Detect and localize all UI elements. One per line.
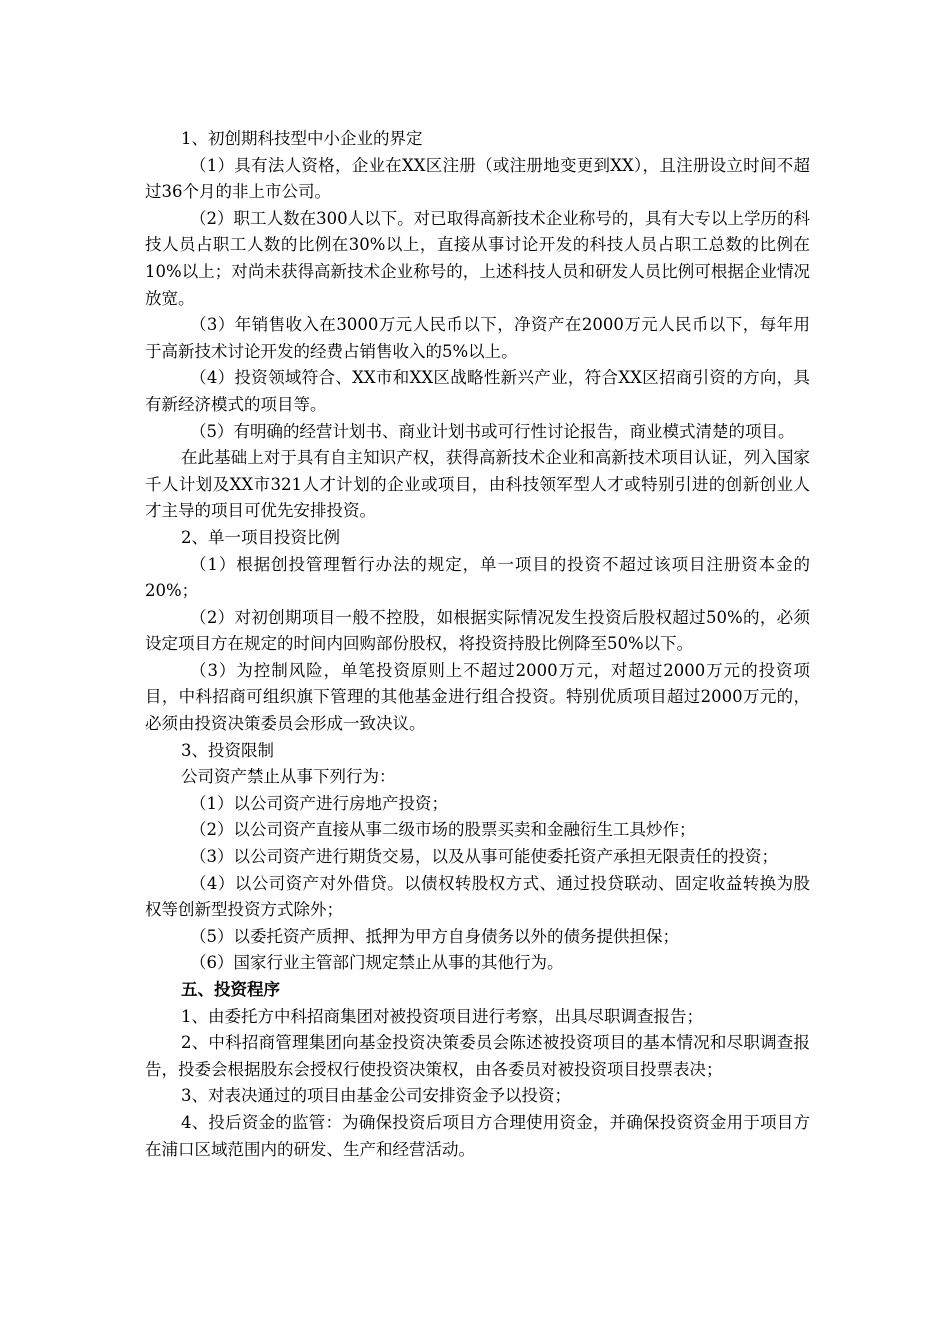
restriction-item-6: （6）国家行业主管部门规定禁止从事的其他行为。: [190, 953, 564, 973]
criterion-5: （5）有明确的经营计划书、商业计划书或可行性讨论报告，商业模式清楚的项目。: [190, 421, 795, 441]
ratio-item-2: （2）对初创期项目一般不控股，如根据实际情况发生投资后股权超过50%的，必须设定项目方在规定的时间内回购部份股权，将投资持股比例降至50%以下。: [145, 607, 810, 654]
priority-paragraph: 在此基础上对于具有自主知识产权，获得高新技术企业和高新技术项目认证，列入国家千人计划及XX市321人才计划的企业或项目，由科技领军型人才或特别引进的创新创业人才主导的项目可优先安排投资。: [145, 448, 810, 521]
criterion-4: （4）投资领域符合、XX市和XX区战略性新兴产业，符合XX区招商引资的方向，具有新经济模式的项目等。: [145, 368, 810, 414]
procedure-step-2: 2、中科招商管理集团向基金投资决策委员会陈述被投资项目的基本情况和尽职调查报告，投委会根据股东会授权行使投资决策权，由各委员对被投资项目投票表决；: [145, 1033, 810, 1079]
procedure-step-4: 4、投后资金的监管：为确保投资后项目方合理使用资金，并确保投资资金用于项目方在浦口区域范围内的研发、生产和经营活动。: [145, 1112, 810, 1159]
heading-investment-restrictions: 3、投资限制: [181, 740, 274, 760]
heading-single-project-ratio: 2、单一项目投资比例: [181, 527, 340, 547]
restriction-item-1: （1）以公司资产进行房地产投资；: [190, 793, 448, 813]
criterion-2: （2）职工人数在300人以下。对已取得高新技术企业称号的，具有大专以上学历的科技人员占职工人数的比例在30%以上，直接从事讨论开发的科技人员占职工总数的比例在10%以上；对尚未获得高新技术企业称号的，上述科技人员和研发人员比例可根据企业情况放宽。: [145, 208, 810, 308]
restriction-item-2: （2）以公司资产直接从事二级市场的股票买卖和金融衍生工具炒作；: [190, 820, 696, 840]
document-page: [145, 126, 810, 1163]
criterion-1: （1）具有法人资格，企业在XX区注册（或注册地变更到XX），且注册设立时间不超过36个月的非上市公司。: [145, 155, 810, 202]
criterion-3: （3）年销售收入在3000万元人民币以下，净资产在2000万元人民币以下，每年用于高新技术讨论开发的经费占销售收入的5%以上。: [145, 315, 810, 361]
restriction-item-5: （5）以委托资产质押、抵押为甲方自身债务以外的债务提供担保；: [190, 926, 679, 946]
section-heading-investment-procedure: 五、投资程序: [181, 980, 280, 999]
procedure-step-3: 3、对表决通过的项目由基金公司安排资金予以投资；: [181, 1086, 571, 1106]
restrictions-intro: 公司资产禁止从事下列行为：: [181, 767, 396, 787]
heading-startup-definition: 1、初创期科技型中小企业的界定: [181, 129, 423, 148]
ratio-item-1: （1）根据创投管理暂行办法的规定，单一项目的投资不超过该项目注册资本金的20%；: [145, 554, 810, 601]
procedure-step-1: 1、由委托方中科招商集团对被投资项目进行考察，出具尽职调查报告；: [181, 1006, 703, 1026]
ratio-item-3: （3）为控制风险，单笔投资原则上不超过2000万元，对超过2000万元的投资项目，中科招商可组织旗下管理的其他基金进行组合投资。特别优质项目超过2000万元的，必须由投资决策委员会形成一致决议。: [145, 660, 810, 734]
restriction-item-3: （3）以公司资产进行期货交易，以及从事可能使委托资产承担无限责任的投资；: [190, 847, 778, 867]
restriction-item-4: （4）以公司资产对外借贷。以债权转股权方式、通过投贷联动、固定收益转换为股权等创新型投资方式除外；: [145, 873, 810, 920]
